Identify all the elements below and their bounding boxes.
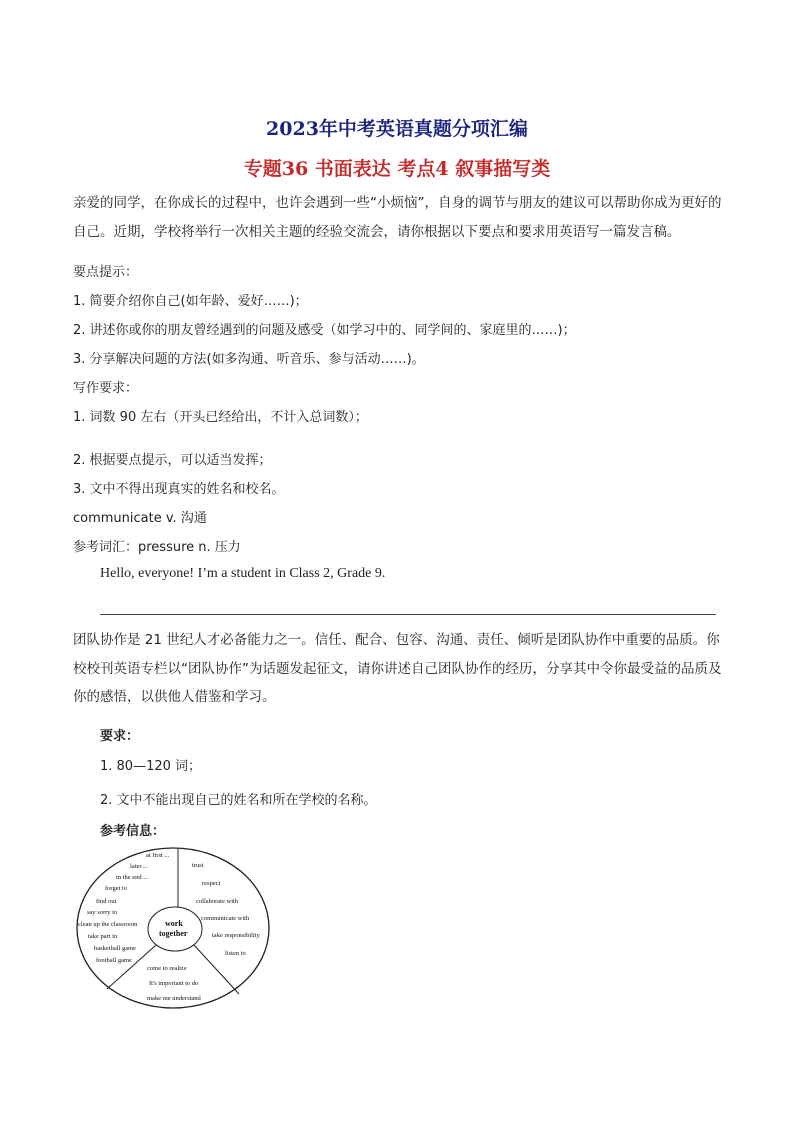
points-heading: 要点提示：	[73, 265, 139, 280]
answer-line	[100, 614, 716, 615]
right-phrase: listen to	[225, 950, 246, 957]
vocab-communicate: communicate v. 沟通	[73, 511, 207, 526]
center-label: work	[165, 919, 183, 928]
vocab-pressure: 参考词汇：pressure n. 压力	[73, 540, 241, 555]
requirements-heading: 写作要求：	[73, 381, 139, 396]
left-phrase: later ...	[130, 863, 149, 870]
reference-heading: 参考信息：	[100, 824, 166, 839]
right-phrase: take responsibility	[212, 932, 260, 939]
bottom-phrase: It's important to do	[149, 980, 199, 987]
teamwork-mind-map	[74, 844, 274, 1014]
left-phrase: at first ...	[146, 852, 170, 859]
task2-intro: 团队协作是 21 世纪人才必备能力之一。信任、配合、包容、沟通、责任、倾听是团队协作中重要的品质。你校校刊英语专栏以“团队协作”为话题发起征文，请你讲述自己团队协作的经历，分享其中令你最受益的品质及你的感悟，以供他人借鉴和学习。	[73, 632, 722, 705]
task2-requirements-heading: 要求：	[100, 729, 140, 744]
center-label: together	[159, 929, 188, 938]
left-phrase: say sorry to	[87, 909, 118, 916]
essay-opening: Hello, everyone! I’m a student in Class 2, Grade 9.	[100, 566, 386, 581]
point-item: 3. 分享解决问题的方法(如多沟通、听音乐、参与活动……)。	[73, 352, 425, 367]
left-phrase: basketball game	[94, 945, 137, 952]
document-subtitle: 专题36 书面表达 考点4 叙事描写类	[243, 158, 551, 180]
right-phrase: trust	[192, 862, 204, 869]
bottom-phrase: come to realize	[147, 965, 187, 972]
left-phrase: clean up the classroom	[78, 921, 138, 928]
left-phrase: forget to	[105, 885, 128, 892]
bottom-phrase: make me understand	[147, 995, 201, 1002]
right-phrase: communicate with	[201, 915, 250, 922]
right-phrase: collaborate with	[196, 898, 239, 905]
requirement-item: 3. 文中不得出现真实的姓名和校名。	[73, 482, 285, 497]
point-item: 2. 讲述你或你的朋友曾经遇到的问题及感受（如学习中的、同学间的、家庭里的……)；	[73, 323, 576, 338]
right-phrase: respect	[202, 880, 221, 887]
left-phrase: in the end ...	[116, 874, 149, 881]
left-phrase: football game	[96, 957, 132, 964]
left-phrase: find out	[96, 898, 117, 905]
requirement-item: 2. 文中不能出现自己的姓名和所在学校的名称。	[100, 793, 377, 808]
requirement-item: 1. 词数 90 左右（开头已经给出，不计入总词数）；	[73, 410, 368, 425]
document-title: 2023年中考英语真题分项汇编	[266, 118, 528, 140]
point-item: 1. 简要介绍你自己(如年龄、爱好……)；	[73, 294, 308, 309]
left-phrase: take part in	[88, 933, 118, 940]
requirement-item: 1. 80—120 词；	[100, 759, 202, 774]
task1-intro: 亲爱的同学，在你成长的过程中，也许会遇到一些“小烦恼”，自身的调节与朋友的建议可以帮助你成为更好的自己。近期，学校将举行一次相关主题的经验交流会，请你根据以下要点和要求用英语写一篇发言稿。	[73, 195, 722, 240]
requirement-item: 2. 根据要点提示，可以适当发挥；	[73, 453, 272, 468]
